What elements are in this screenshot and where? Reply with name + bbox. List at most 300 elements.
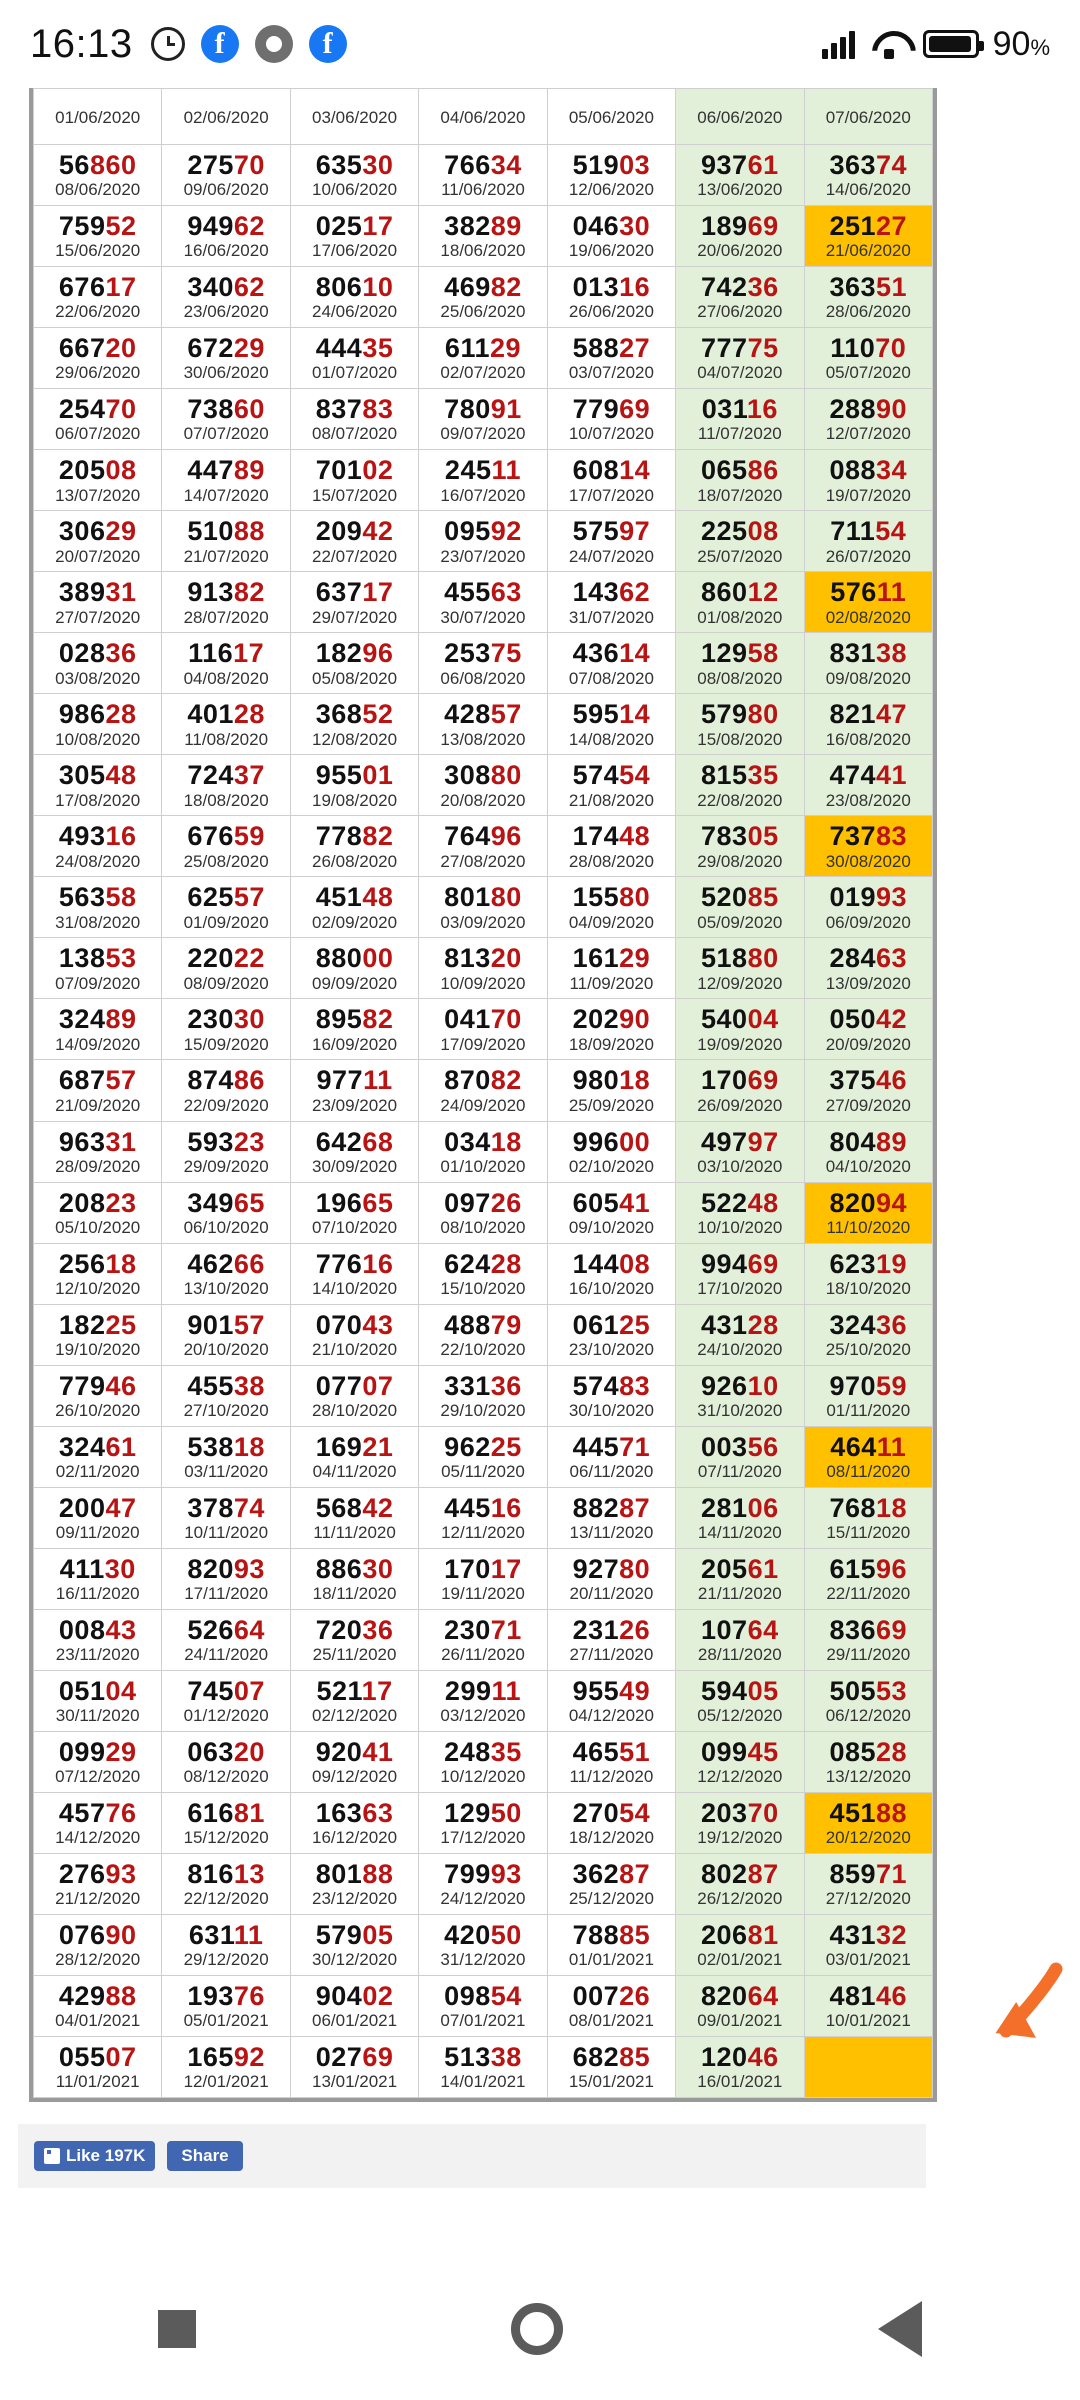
result-cell[interactable] bbox=[676, 572, 804, 633]
result-cell[interactable] bbox=[547, 572, 675, 633]
result-cell[interactable] bbox=[290, 633, 418, 694]
result-number: 61681 bbox=[187, 1797, 265, 1828]
result-cell[interactable] bbox=[419, 1121, 547, 1182]
result-cell[interactable] bbox=[34, 755, 162, 816]
result-cell[interactable] bbox=[676, 1304, 804, 1365]
result-cell[interactable] bbox=[419, 1731, 547, 1792]
result-number: 70102 bbox=[315, 455, 394, 486]
result-cell[interactable] bbox=[290, 1121, 418, 1182]
result-cell[interactable] bbox=[419, 1914, 547, 1975]
result-cell[interactable] bbox=[804, 816, 932, 877]
result-cell[interactable] bbox=[804, 206, 932, 267]
result-number: 76634 bbox=[444, 150, 522, 180]
result-cell[interactable] bbox=[290, 511, 418, 572]
result-cell[interactable] bbox=[34, 511, 162, 572]
result-cell[interactable] bbox=[676, 328, 804, 389]
result-cell[interactable] bbox=[804, 1487, 932, 1548]
result-cell[interactable] bbox=[34, 694, 162, 755]
table-row bbox=[34, 389, 933, 450]
result-cell[interactable] bbox=[290, 328, 418, 389]
result-number: 08834 bbox=[829, 455, 908, 486]
result-number: 48879 bbox=[444, 1309, 522, 1340]
result-cell[interactable] bbox=[419, 328, 547, 389]
result-cell[interactable] bbox=[162, 633, 290, 694]
result-cell[interactable] bbox=[419, 1365, 547, 1426]
result-number: 36287 bbox=[572, 1858, 651, 1889]
result-cell[interactable] bbox=[34, 1548, 162, 1609]
result-cell[interactable] bbox=[804, 1182, 932, 1243]
result-number: 42857 bbox=[444, 699, 522, 730]
result-cell[interactable] bbox=[162, 389, 290, 450]
result-date: 02/01/2021 bbox=[697, 1950, 783, 1970]
result-date: 15/10/2020 bbox=[440, 1278, 526, 1298]
result-cell[interactable] bbox=[290, 1548, 418, 1609]
result-cell[interactable] bbox=[290, 877, 418, 938]
result-cell[interactable] bbox=[804, 1060, 932, 1121]
result-cell[interactable] bbox=[290, 2036, 418, 2097]
result-cell[interactable] bbox=[547, 1609, 675, 1670]
result-date: 22/11/2020 bbox=[826, 1584, 911, 1604]
result-cell[interactable] bbox=[419, 145, 547, 206]
result-cell[interactable] bbox=[34, 1426, 162, 1487]
result-cell[interactable] bbox=[162, 938, 290, 999]
result-cell[interactable] bbox=[419, 1487, 547, 1548]
result-cell[interactable] bbox=[676, 1060, 804, 1121]
result-cell[interactable] bbox=[804, 1365, 932, 1426]
result-cell[interactable] bbox=[34, 1731, 162, 1792]
result-cell[interactable] bbox=[676, 206, 804, 267]
result-number: 25375 bbox=[444, 638, 522, 669]
result-cell[interactable] bbox=[676, 1426, 804, 1487]
result-cell[interactable] bbox=[804, 1609, 932, 1670]
webpage-content[interactable] bbox=[0, 88, 1080, 2258]
result-cell[interactable] bbox=[290, 145, 418, 206]
result-cell[interactable] bbox=[162, 1914, 290, 1975]
result-cell[interactable] bbox=[162, 1548, 290, 1609]
result-cell[interactable] bbox=[804, 1914, 932, 1975]
result-cell[interactable] bbox=[34, 389, 162, 450]
result-cell[interactable] bbox=[676, 267, 804, 328]
results-table-container bbox=[29, 88, 937, 2102]
result-cell[interactable] bbox=[547, 1365, 675, 1426]
header-date: 02/06/2020 bbox=[183, 107, 269, 127]
result-date: 02/10/2020 bbox=[568, 1156, 654, 1176]
result-cell[interactable] bbox=[162, 1731, 290, 1792]
result-cell[interactable] bbox=[804, 694, 932, 755]
result-cell[interactable] bbox=[804, 1731, 932, 1792]
result-cell[interactable] bbox=[419, 938, 547, 999]
result-cell[interactable] bbox=[804, 1243, 932, 1304]
result-cell[interactable] bbox=[676, 938, 804, 999]
result-cell[interactable] bbox=[804, 938, 932, 999]
result-cell[interactable] bbox=[676, 1670, 804, 1731]
result-cell[interactable] bbox=[290, 1853, 418, 1914]
result-cell[interactable] bbox=[162, 511, 290, 572]
result-cell[interactable] bbox=[676, 633, 804, 694]
result-cell[interactable] bbox=[676, 999, 804, 1060]
result-number: 09854 bbox=[444, 1980, 522, 2011]
result-cell[interactable] bbox=[162, 1060, 290, 1121]
result-cell[interactable] bbox=[162, 1853, 290, 1914]
facebook-icon: f bbox=[201, 25, 239, 63]
result-number: 17069 bbox=[701, 1065, 779, 1096]
result-cell[interactable] bbox=[547, 694, 675, 755]
result-cell[interactable] bbox=[547, 1060, 675, 1121]
result-cell[interactable] bbox=[290, 572, 418, 633]
result-cell[interactable] bbox=[162, 450, 290, 511]
result-cell[interactable] bbox=[162, 1792, 290, 1853]
facebook-like-button[interactable] bbox=[34, 2141, 155, 2171]
result-number: 06586 bbox=[701, 455, 779, 486]
result-number: 44571 bbox=[572, 1431, 651, 1462]
result-cell[interactable] bbox=[162, 1426, 290, 1487]
result-number: 01316 bbox=[572, 272, 651, 303]
result-cell[interactable] bbox=[547, 1548, 675, 1609]
result-cell[interactable] bbox=[804, 1853, 932, 1914]
recents-square-icon[interactable] bbox=[158, 2310, 196, 2348]
result-cell[interactable] bbox=[676, 2036, 804, 2097]
result-cell[interactable] bbox=[804, 999, 932, 1060]
result-cell[interactable] bbox=[290, 389, 418, 450]
result-cell[interactable] bbox=[34, 1121, 162, 1182]
result-date: 23/09/2020 bbox=[312, 1095, 398, 1115]
result-date: 11/01/2021 bbox=[55, 2072, 140, 2092]
result-cell[interactable] bbox=[547, 877, 675, 938]
result-cell[interactable] bbox=[547, 1182, 675, 1243]
result-cell[interactable] bbox=[676, 1243, 804, 1304]
result-cell[interactable] bbox=[419, 1243, 547, 1304]
result-cell[interactable] bbox=[804, 145, 932, 206]
result-cell[interactable] bbox=[34, 1670, 162, 1731]
result-cell[interactable] bbox=[419, 206, 547, 267]
result-cell[interactable] bbox=[290, 1182, 418, 1243]
result-cell[interactable] bbox=[419, 389, 547, 450]
result-cell[interactable] bbox=[804, 2036, 932, 2097]
result-cell[interactable] bbox=[804, 511, 932, 572]
result-cell[interactable] bbox=[34, 1609, 162, 1670]
result-date: 01/07/2020 bbox=[312, 363, 398, 383]
result-cell[interactable] bbox=[290, 1426, 418, 1487]
result-cell[interactable] bbox=[676, 755, 804, 816]
result-cell[interactable] bbox=[419, 999, 547, 1060]
result-cell[interactable] bbox=[162, 999, 290, 1060]
result-cell[interactable] bbox=[290, 1365, 418, 1426]
result-cell[interactable] bbox=[419, 816, 547, 877]
android-navigation-bar[interactable] bbox=[0, 2258, 1080, 2400]
result-cell[interactable] bbox=[547, 450, 675, 511]
result-date: 18/12/2020 bbox=[568, 1828, 654, 1848]
result-cell[interactable] bbox=[290, 1731, 418, 1792]
result-date: 25/07/2020 bbox=[697, 546, 783, 566]
result-number bbox=[807, 2052, 930, 2080]
result-cell[interactable] bbox=[676, 1792, 804, 1853]
result-cell[interactable] bbox=[34, 1487, 162, 1548]
result-cell[interactable] bbox=[419, 1792, 547, 1853]
result-number: 23071 bbox=[444, 1614, 522, 1645]
result-cell[interactable] bbox=[290, 1243, 418, 1304]
result-cell[interactable] bbox=[34, 1792, 162, 1853]
result-date: 17/08/2020 bbox=[55, 790, 141, 810]
result-date: 04/07/2020 bbox=[697, 363, 783, 383]
result-cell[interactable] bbox=[804, 1121, 932, 1182]
result-number: 20047 bbox=[58, 1492, 137, 1523]
result-cell[interactable] bbox=[676, 389, 804, 450]
back-triangle-icon[interactable] bbox=[878, 2301, 922, 2357]
result-date: 31/08/2020 bbox=[55, 912, 141, 932]
result-cell[interactable] bbox=[34, 1853, 162, 1914]
result-number: 03116 bbox=[701, 394, 778, 425]
result-cell[interactable] bbox=[34, 145, 162, 206]
result-cell[interactable] bbox=[162, 145, 290, 206]
result-number: 30880 bbox=[444, 760, 522, 791]
result-cell[interactable] bbox=[290, 267, 418, 328]
result-cell[interactable] bbox=[676, 1121, 804, 1182]
result-cell[interactable] bbox=[162, 572, 290, 633]
result-cell[interactable] bbox=[804, 328, 932, 389]
status-bar bbox=[0, 0, 1080, 88]
result-cell[interactable] bbox=[34, 267, 162, 328]
result-cell[interactable] bbox=[162, 1243, 290, 1304]
result-cell[interactable] bbox=[547, 1426, 675, 1487]
table-row bbox=[34, 1609, 933, 1670]
result-cell[interactable] bbox=[162, 1182, 290, 1243]
result-cell[interactable] bbox=[804, 1304, 932, 1365]
result-cell[interactable] bbox=[162, 816, 290, 877]
results-page bbox=[18, 88, 948, 2102]
result-cell[interactable] bbox=[547, 1670, 675, 1731]
result-cell[interactable] bbox=[419, 2036, 547, 2097]
result-cell[interactable] bbox=[419, 1548, 547, 1609]
result-date: 01/09/2020 bbox=[183, 912, 269, 932]
result-cell[interactable] bbox=[290, 1792, 418, 1853]
result-cell[interactable] bbox=[547, 1243, 675, 1304]
result-cell[interactable] bbox=[162, 206, 290, 267]
result-cell[interactable] bbox=[547, 938, 675, 999]
result-cell[interactable] bbox=[547, 1853, 675, 1914]
result-cell[interactable] bbox=[547, 267, 675, 328]
result-cell[interactable] bbox=[419, 1853, 547, 1914]
result-cell[interactable] bbox=[290, 816, 418, 877]
result-cell[interactable] bbox=[547, 1121, 675, 1182]
result-cell[interactable] bbox=[419, 1609, 547, 1670]
result-cell[interactable] bbox=[290, 1670, 418, 1731]
result-cell[interactable] bbox=[676, 450, 804, 511]
result-number: 14362 bbox=[572, 577, 651, 608]
result-cell[interactable] bbox=[804, 1975, 932, 2036]
result-cell[interactable] bbox=[547, 206, 675, 267]
result-cell[interactable] bbox=[290, 694, 418, 755]
result-cell[interactable] bbox=[547, 755, 675, 816]
result-date: 20/10/2020 bbox=[183, 1339, 269, 1359]
facebook-share-button[interactable] bbox=[167, 2141, 242, 2171]
result-cell[interactable] bbox=[162, 1304, 290, 1365]
result-cell[interactable] bbox=[676, 1487, 804, 1548]
result-cell[interactable] bbox=[804, 1792, 932, 1853]
result-number: 67617 bbox=[58, 272, 137, 303]
result-cell[interactable] bbox=[34, 1975, 162, 2036]
result-cell[interactable] bbox=[34, 1365, 162, 1426]
result-cell[interactable] bbox=[162, 1975, 290, 2036]
result-cell[interactable] bbox=[34, 328, 162, 389]
result-cell[interactable] bbox=[34, 1182, 162, 1243]
result-cell[interactable] bbox=[419, 1975, 547, 2036]
result-cell[interactable] bbox=[34, 633, 162, 694]
result-date: 27/08/2020 bbox=[440, 851, 526, 871]
result-cell[interactable] bbox=[162, 328, 290, 389]
result-date: 10/08/2020 bbox=[55, 729, 141, 749]
result-cell[interactable] bbox=[34, 999, 162, 1060]
battery-percent-value: 90 bbox=[992, 24, 1031, 63]
result-cell[interactable] bbox=[676, 1975, 804, 2036]
result-cell[interactable] bbox=[34, 1304, 162, 1365]
result-cell[interactable] bbox=[804, 1426, 932, 1487]
result-cell[interactable] bbox=[676, 1731, 804, 1792]
result-cell[interactable] bbox=[419, 511, 547, 572]
result-cell[interactable] bbox=[162, 2036, 290, 2097]
result-cell[interactable] bbox=[162, 1670, 290, 1731]
result-cell[interactable] bbox=[34, 1914, 162, 1975]
result-cell[interactable] bbox=[290, 1914, 418, 1975]
result-cell[interactable] bbox=[290, 450, 418, 511]
result-cell[interactable] bbox=[162, 1121, 290, 1182]
result-date: 01/12/2020 bbox=[183, 1706, 269, 1726]
result-cell[interactable] bbox=[162, 1487, 290, 1548]
result-cell[interactable] bbox=[162, 267, 290, 328]
result-cell[interactable] bbox=[290, 1975, 418, 2036]
result-date: 23/06/2020 bbox=[183, 302, 269, 322]
result-cell[interactable] bbox=[676, 877, 804, 938]
result-cell[interactable] bbox=[162, 877, 290, 938]
result-date: 01/01/2021 bbox=[568, 1950, 654, 1970]
result-cell[interactable] bbox=[419, 1304, 547, 1365]
result-date: 28/12/2020 bbox=[55, 1950, 141, 1970]
result-number: 58827 bbox=[572, 333, 651, 364]
result-cell[interactable] bbox=[547, 1304, 675, 1365]
result-cell[interactable] bbox=[547, 1914, 675, 1975]
result-cell[interactable] bbox=[34, 572, 162, 633]
result-cell[interactable] bbox=[290, 999, 418, 1060]
result-cell[interactable] bbox=[419, 694, 547, 755]
result-cell[interactable] bbox=[547, 633, 675, 694]
result-cell[interactable] bbox=[290, 938, 418, 999]
result-number: 20370 bbox=[701, 1797, 779, 1828]
result-cell[interactable] bbox=[419, 755, 547, 816]
result-cell[interactable] bbox=[419, 1426, 547, 1487]
result-cell[interactable] bbox=[547, 1731, 675, 1792]
result-number: 48146 bbox=[829, 1980, 908, 2011]
result-number: 80610 bbox=[315, 272, 394, 303]
result-cell[interactable] bbox=[290, 1609, 418, 1670]
result-number: 86012 bbox=[701, 577, 779, 608]
result-cell[interactable] bbox=[290, 1487, 418, 1548]
result-cell[interactable] bbox=[419, 267, 547, 328]
result-cell[interactable] bbox=[676, 1853, 804, 1914]
result-cell[interactable] bbox=[547, 1487, 675, 1548]
result-cell[interactable] bbox=[419, 633, 547, 694]
social-bar[interactable] bbox=[18, 2124, 926, 2188]
result-cell[interactable] bbox=[34, 1060, 162, 1121]
result-cell[interactable] bbox=[34, 938, 162, 999]
result-cell[interactable] bbox=[162, 694, 290, 755]
result-cell[interactable] bbox=[162, 755, 290, 816]
result-cell[interactable] bbox=[290, 1304, 418, 1365]
result-date: 19/07/2020 bbox=[825, 485, 911, 505]
result-cell[interactable] bbox=[804, 1670, 932, 1731]
result-cell[interactable] bbox=[162, 1365, 290, 1426]
result-cell[interactable] bbox=[419, 1060, 547, 1121]
result-cell[interactable] bbox=[290, 755, 418, 816]
result-cell[interactable] bbox=[804, 633, 932, 694]
result-number: 74236 bbox=[701, 272, 779, 303]
result-number: 97059 bbox=[829, 1370, 908, 1401]
result-cell[interactable] bbox=[547, 145, 675, 206]
result-cell[interactable] bbox=[676, 1609, 804, 1670]
result-number: 91382 bbox=[187, 577, 265, 608]
result-date: 17/11/2020 bbox=[184, 1584, 269, 1604]
result-cell[interactable] bbox=[676, 816, 804, 877]
result-number: 06125 bbox=[572, 1309, 651, 1340]
result-cell[interactable] bbox=[419, 1182, 547, 1243]
result-cell[interactable] bbox=[547, 511, 675, 572]
home-circle-icon[interactable] bbox=[511, 2303, 563, 2355]
result-cell[interactable] bbox=[804, 450, 932, 511]
result-cell[interactable] bbox=[804, 267, 932, 328]
result-date: 06/12/2020 bbox=[825, 1706, 911, 1726]
result-cell[interactable] bbox=[676, 1365, 804, 1426]
result-cell[interactable] bbox=[676, 1182, 804, 1243]
result-cell[interactable] bbox=[804, 755, 932, 816]
result-cell[interactable] bbox=[547, 2036, 675, 2097]
battery-percent bbox=[993, 25, 1050, 64]
result-cell[interactable] bbox=[290, 1060, 418, 1121]
result-cell[interactable] bbox=[419, 572, 547, 633]
result-cell[interactable] bbox=[804, 1548, 932, 1609]
result-number: 77616 bbox=[315, 1248, 394, 1279]
result-cell[interactable] bbox=[162, 1609, 290, 1670]
result-date: 21/06/2020 bbox=[825, 241, 911, 261]
result-cell[interactable] bbox=[34, 2036, 162, 2097]
result-cell[interactable] bbox=[290, 206, 418, 267]
result-cell[interactable] bbox=[547, 389, 675, 450]
result-cell[interactable] bbox=[34, 450, 162, 511]
result-cell[interactable] bbox=[804, 389, 932, 450]
result-cell[interactable] bbox=[34, 877, 162, 938]
result-cell[interactable] bbox=[419, 1670, 547, 1731]
result-cell[interactable] bbox=[419, 450, 547, 511]
result-cell[interactable] bbox=[676, 1914, 804, 1975]
result-cell[interactable] bbox=[804, 877, 932, 938]
result-cell[interactable] bbox=[34, 816, 162, 877]
result-date: 22/12/2020 bbox=[183, 1889, 269, 1909]
result-date: 12/10/2020 bbox=[55, 1278, 141, 1298]
result-cell[interactable] bbox=[419, 877, 547, 938]
result-cell[interactable] bbox=[547, 816, 675, 877]
result-cell[interactable] bbox=[34, 1243, 162, 1304]
result-cell[interactable] bbox=[804, 572, 932, 633]
result-cell[interactable] bbox=[547, 1975, 675, 2036]
signal-icon bbox=[822, 29, 855, 59]
result-cell[interactable] bbox=[676, 1548, 804, 1609]
result-cell[interactable] bbox=[547, 328, 675, 389]
result-cell[interactable] bbox=[676, 145, 804, 206]
result-cell[interactable] bbox=[547, 1792, 675, 1853]
result-cell[interactable] bbox=[676, 694, 804, 755]
result-number: 32489 bbox=[58, 1004, 137, 1035]
result-cell[interactable] bbox=[547, 999, 675, 1060]
result-cell[interactable] bbox=[34, 206, 162, 267]
result-number: 73860 bbox=[187, 394, 265, 425]
result-cell[interactable] bbox=[676, 511, 804, 572]
